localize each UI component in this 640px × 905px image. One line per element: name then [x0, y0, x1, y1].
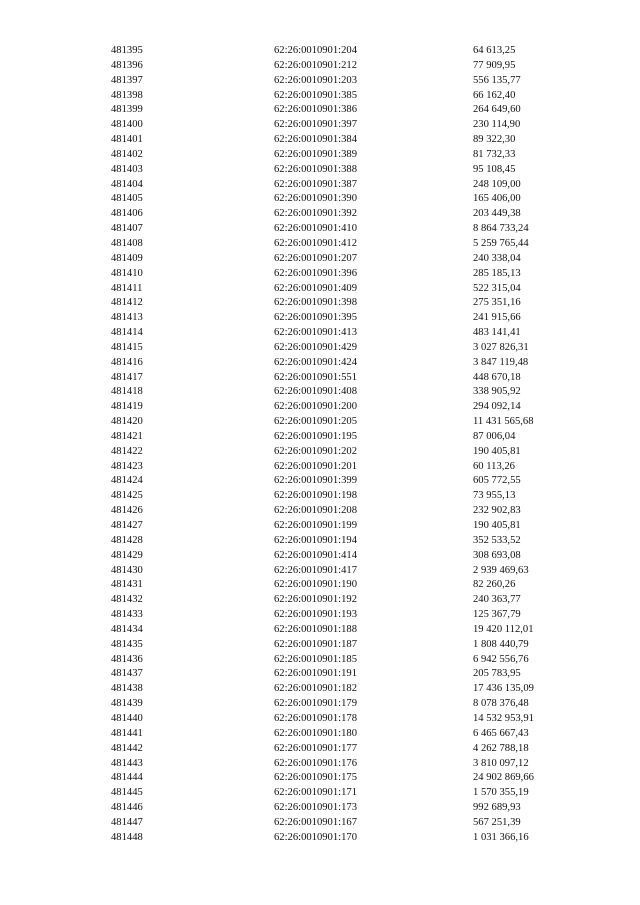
- cadastral-number: 62:26:0010901:396: [274, 267, 357, 279]
- row-number: 481419: [111, 401, 143, 413]
- cadastral-number: 62:26:0010901:204: [274, 45, 357, 56]
- cadastral-number: 62:26:0010901:417: [274, 564, 357, 576]
- table-row: [0, 712, 640, 727]
- row-number: 481428: [111, 534, 143, 546]
- cadastral-value: 19 420 112,01: [473, 623, 534, 635]
- table-row: [0, 192, 640, 207]
- cadastral-number: 62:26:0010901:386: [274, 104, 357, 116]
- cadastral-value: 285 185,13: [473, 267, 521, 279]
- row-number: 481443: [111, 757, 143, 769]
- cadastral-number: 62:26:0010901:412: [274, 237, 357, 249]
- row-number: 481427: [111, 520, 143, 531]
- cadastral-value: 81 732,33: [473, 148, 516, 160]
- table-row: [0, 74, 640, 89]
- table-row: [0, 400, 640, 415]
- cadastral-number: 62:26:0010901:429: [274, 341, 357, 353]
- cadastral-number: 62:26:0010901:424: [274, 356, 357, 368]
- cadastral-number: 62:26:0010901:173: [274, 802, 357, 814]
- cadastral-value: 87 006,04: [473, 430, 516, 442]
- cadastral-value: 556 135,77: [473, 74, 521, 86]
- row-number: 481444: [111, 772, 143, 784]
- cadastral-value: 232 902,83: [473, 505, 521, 517]
- cadastral-value: 1 570 355,19: [473, 787, 529, 799]
- cadastral-value: 3 810 097,12: [473, 757, 529, 769]
- row-number: 481417: [111, 371, 143, 383]
- cadastral-number: 62:26:0010901:203: [274, 74, 357, 86]
- row-number: 481445: [111, 787, 143, 799]
- table-row: [0, 296, 640, 311]
- row-number: 481425: [111, 490, 143, 502]
- cadastral-number: 62:26:0010901:191: [274, 668, 357, 680]
- cadastral-number: 62:26:0010901:170: [274, 831, 357, 843]
- table-row: [0, 682, 640, 697]
- cadastral-value: 203 449,38: [473, 208, 521, 220]
- cadastral-value: 294 092,14: [473, 401, 521, 413]
- table-row: [0, 608, 640, 623]
- table-row: [0, 59, 640, 74]
- cadastral-value: 992 689,93: [473, 802, 521, 814]
- row-number: 481422: [111, 445, 143, 457]
- cadastral-number: 62:26:0010901:395: [274, 312, 357, 324]
- row-number: 481416: [111, 356, 143, 368]
- row-number: 481432: [111, 594, 143, 606]
- cadastral-number: 62:26:0010901:198: [274, 490, 357, 502]
- cadastral-value: 6 942 556,76: [473, 653, 529, 665]
- table-row: [0, 593, 640, 608]
- row-number: 481424: [111, 475, 143, 487]
- cadastral-number: 62:26:0010901:399: [274, 475, 357, 487]
- row-number: 481402: [111, 148, 143, 160]
- table-row: [0, 133, 640, 148]
- cadastral-number: 62:26:0010901:208: [274, 505, 357, 517]
- cadastral-number: 62:26:0010901:410: [274, 223, 357, 235]
- cadastral-number: 62:26:0010901:185: [274, 653, 357, 665]
- cadastral-number: 62:26:0010901:201: [274, 460, 357, 472]
- row-number: 481447: [111, 816, 143, 828]
- cadastral-value: 205 783,95: [473, 668, 521, 680]
- cadastral-number: 62:26:0010901:180: [274, 727, 357, 739]
- cadastral-value: 6 465 667,43: [473, 727, 529, 739]
- cadastral-number: 62:26:0010901:551: [274, 371, 357, 383]
- cadastral-number: 62:26:0010901:178: [274, 712, 357, 724]
- row-number: 481413: [111, 312, 143, 324]
- cadastral-value: 448 670,18: [473, 371, 521, 383]
- row-number: 481420: [111, 416, 143, 428]
- row-number: 481429: [111, 549, 143, 561]
- table-row: [0, 667, 640, 682]
- cadastral-value: 89 322,30: [473, 134, 516, 146]
- cadastral-number: 62:26:0010901:176: [274, 757, 357, 769]
- cadastral-value: 567 251,39: [473, 816, 521, 828]
- table-row: [0, 653, 640, 668]
- row-number: 481410: [111, 267, 143, 279]
- row-number: 481398: [111, 89, 143, 101]
- cadastral-value: 3 027 826,31: [473, 341, 529, 353]
- cadastral-value: 73 955,13: [473, 490, 516, 502]
- row-number: 481405: [111, 193, 143, 205]
- cadastral-value: 275 351,16: [473, 297, 521, 309]
- table-row: [0, 267, 640, 282]
- cadastral-number: 62:26:0010901:171: [274, 787, 357, 799]
- table-row: [0, 282, 640, 297]
- row-number: 481400: [111, 119, 143, 131]
- cadastral-value: 3 847 119,48: [473, 356, 529, 368]
- row-number: 481431: [111, 579, 143, 591]
- row-number: 481414: [111, 327, 143, 339]
- cadastral-value: 230 114,90: [473, 119, 521, 131]
- table-row: [0, 549, 640, 564]
- cadastral-number: 62:26:0010901:414: [274, 549, 357, 561]
- row-number: 481435: [111, 638, 143, 650]
- cadastral-number: 62:26:0010901:194: [274, 534, 357, 546]
- table-row: [0, 371, 640, 386]
- cadastral-value: 240 363,77: [473, 594, 521, 606]
- cadastral-number: 62:26:0010901:385: [274, 89, 357, 101]
- cadastral-value: 165 406,00: [473, 193, 521, 205]
- table-row: [0, 252, 640, 267]
- table-row: [0, 118, 640, 133]
- cadastral-value: 60 113,26: [473, 460, 515, 472]
- row-number: 481421: [111, 430, 143, 442]
- row-number: 481442: [111, 742, 143, 754]
- cadastral-value: 4 262 788,18: [473, 742, 529, 754]
- table-row: [0, 638, 640, 653]
- table-row: [0, 697, 640, 712]
- cadastral-value: 190 405,81: [473, 445, 521, 457]
- row-number: 481403: [111, 163, 143, 175]
- table-row: [0, 148, 640, 163]
- table-row: [0, 757, 640, 772]
- row-number: 481430: [111, 564, 143, 576]
- row-number: 481433: [111, 609, 143, 621]
- cadastral-value: 8 864 733,24: [473, 223, 529, 235]
- cadastral-number: 62:26:0010901:397: [274, 119, 357, 131]
- table-row: [0, 178, 640, 193]
- row-number: 481407: [111, 223, 143, 235]
- cadastral-value: 352 533,52: [473, 534, 521, 546]
- cadastral-number: 62:26:0010901:388: [274, 163, 357, 175]
- cadastral-value: 338 905,92: [473, 386, 521, 398]
- table-row: [0, 771, 640, 786]
- row-number: 481401: [111, 134, 143, 146]
- cadastral-number: 62:26:0010901:408: [274, 386, 357, 398]
- cadastral-value: 8 078 376,48: [473, 698, 529, 710]
- cadastral-number: 62:26:0010901:179: [274, 698, 357, 710]
- table-row: [0, 460, 640, 475]
- cadastral-value: 64 613,25: [473, 45, 516, 56]
- row-number: 481439: [111, 698, 143, 710]
- table-row: [0, 727, 640, 742]
- cadastral-value: 66 162,40: [473, 89, 516, 101]
- table-row: [0, 816, 640, 831]
- table-row: [0, 415, 640, 430]
- table-row: [0, 831, 640, 846]
- cadastral-value: 24 902 869,66: [473, 772, 534, 784]
- table-row: [0, 103, 640, 118]
- cadastral-number: 62:26:0010901:188: [274, 623, 357, 635]
- cadastral-number: 62:26:0010901:409: [274, 282, 357, 294]
- row-number: 481440: [111, 712, 143, 724]
- table-row: [0, 489, 640, 504]
- table-row: [0, 326, 640, 341]
- cadastral-number: 62:26:0010901:195: [274, 430, 357, 442]
- table-row: [0, 578, 640, 593]
- table-row: [0, 534, 640, 549]
- cadastral-number: 62:26:0010901:177: [274, 742, 357, 754]
- cadastral-value: 1 031 366,16: [473, 831, 529, 843]
- row-number: 481397: [111, 74, 143, 86]
- row-number: 481423: [111, 460, 143, 472]
- table-row: [0, 519, 640, 534]
- row-number: 481412: [111, 297, 143, 309]
- cadastral-number: 62:26:0010901:167: [274, 816, 357, 828]
- row-number: 481441: [111, 727, 143, 739]
- table-row: [0, 237, 640, 252]
- table-row: [0, 89, 640, 104]
- row-number: 481446: [111, 802, 143, 814]
- row-number: 481411: [111, 282, 143, 294]
- cadastral-value-table: [0, 44, 640, 846]
- cadastral-value: 264 649,60: [473, 104, 521, 116]
- cadastral-value: 77 909,95: [473, 59, 516, 71]
- row-number: 481418: [111, 386, 143, 398]
- cadastral-value: 522 315,04: [473, 282, 521, 294]
- cadastral-number: 62:26:0010901:413: [274, 327, 357, 339]
- row-number: 481438: [111, 683, 143, 695]
- row-number: 481408: [111, 237, 143, 249]
- table-row: [0, 445, 640, 460]
- cadastral-number: 62:26:0010901:200: [274, 401, 357, 413]
- table-row: [0, 341, 640, 356]
- cadastral-value: 248 109,00: [473, 178, 521, 190]
- cadastral-value: 605 772,55: [473, 475, 521, 487]
- table-row: [0, 44, 640, 59]
- cadastral-value: 125 367,79: [473, 609, 521, 621]
- table-row: [0, 311, 640, 326]
- cadastral-number: 62:26:0010901:390: [274, 193, 357, 205]
- row-number: 481396: [111, 59, 143, 71]
- cadastral-number: 62:26:0010901:389: [274, 148, 357, 160]
- row-number: 481415: [111, 341, 143, 353]
- cadastral-value: 483 141,41: [473, 327, 521, 339]
- cadastral-number: 62:26:0010901:212: [274, 59, 357, 71]
- cadastral-value: 1 808 440,79: [473, 638, 529, 650]
- table-row: [0, 801, 640, 816]
- cadastral-value: 5 259 765,44: [473, 237, 529, 249]
- table-row: [0, 222, 640, 237]
- cadastral-number: 62:26:0010901:187: [274, 638, 357, 650]
- cadastral-number: 62:26:0010901:193: [274, 609, 357, 621]
- row-number: 481404: [111, 178, 143, 190]
- table-row: [0, 504, 640, 519]
- table-row: [0, 474, 640, 489]
- row-number: 481436: [111, 653, 143, 665]
- cadastral-number: 62:26:0010901:207: [274, 252, 357, 264]
- table-row: [0, 356, 640, 371]
- table-row: [0, 786, 640, 801]
- table-row: [0, 385, 640, 400]
- cadastral-value: 308 693,08: [473, 549, 521, 561]
- cadastral-value: 241 915,66: [473, 312, 521, 324]
- row-number: 481409: [111, 252, 143, 264]
- cadastral-number: 62:26:0010901:192: [274, 594, 357, 606]
- table-row: [0, 207, 640, 222]
- table-row: [0, 742, 640, 757]
- cadastral-number: 62:26:0010901:202: [274, 445, 357, 457]
- cadastral-number: 62:26:0010901:384: [274, 134, 357, 146]
- cadastral-value: 14 532 953,91: [473, 712, 534, 724]
- row-number: 481448: [111, 831, 143, 843]
- cadastral-number: 62:26:0010901:175: [274, 772, 357, 784]
- table-row: [0, 430, 640, 445]
- cadastral-value: 2 939 469,63: [473, 564, 529, 576]
- cadastral-value: 17 436 135,09: [473, 683, 534, 695]
- cadastral-value: 95 108,45: [473, 163, 516, 175]
- cadastral-number: 62:26:0010901:398: [274, 297, 357, 309]
- cadastral-number: 62:26:0010901:387: [274, 178, 357, 190]
- cadastral-number: 62:26:0010901:182: [274, 683, 357, 695]
- cadastral-number: 62:26:0010901:190: [274, 579, 357, 591]
- table-row: [0, 163, 640, 178]
- row-number: 481426: [111, 505, 143, 517]
- cadastral-value: 240 338,04: [473, 252, 521, 264]
- cadastral-number: 62:26:0010901:205: [274, 416, 357, 428]
- cadastral-value: 11 431 565,68: [473, 416, 534, 428]
- cadastral-value: 190 405,81: [473, 520, 521, 531]
- row-number: 481406: [111, 208, 143, 220]
- cadastral-number: 62:26:0010901:199: [274, 520, 357, 531]
- row-number: 481395: [111, 45, 143, 56]
- row-number: 481437: [111, 668, 143, 680]
- row-number: 481399: [111, 104, 143, 116]
- cadastral-value: 82 260,26: [473, 579, 516, 591]
- table-row: [0, 623, 640, 638]
- row-number: 481434: [111, 623, 143, 635]
- table-row: [0, 564, 640, 579]
- cadastral-number: 62:26:0010901:392: [274, 208, 357, 220]
